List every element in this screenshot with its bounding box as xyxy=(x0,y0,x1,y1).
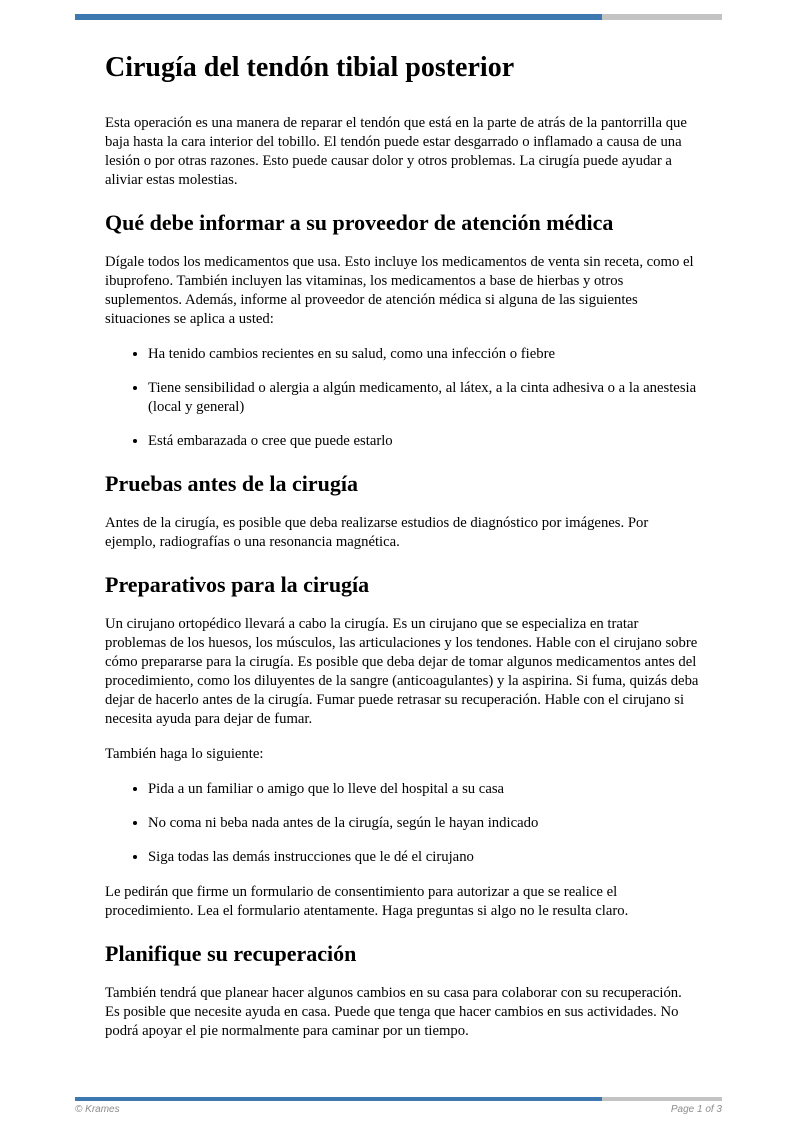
paragraph-preparing-for-surgery: Un cirujano ortopédico llevará a cabo la cirugía. Es un cirujano que se especializa en tratar problemas de los huesos, los músculos, las articulaciones y los tendones. Hable con el cirujano sobre cómo prepararse para la cirugía. Es posible que deba dejar de tomar algunos medicamentos antes del procedimiento, como los diluyentes de la sangre (anticoagulantes) y la aspirina. Si fuma, quizás deba dejar de hacerlo antes de la cirugía. Fumar puede retrasar su recuperación. Hable con el cirujano si necesita ayuda para dejar de fumar. xyxy=(105,616,699,727)
footer-rule xyxy=(75,1097,722,1101)
header-rule-blue-segment xyxy=(75,14,602,20)
paragraph-tests-before-surgery: Antes de la cirugía, es posible que deba realizarse estudios de diagnóstico por imágenes. Por ejemplo, radiografías o una resonancia magnética. xyxy=(105,515,649,550)
section-heading-plan-recovery: Planifique su recuperación xyxy=(105,941,357,966)
paragraph-intro: Esta operación es una manera de reparar el tendón que está en la parte de atrás de la pantorrilla que baja hasta la cara interior del tobillo. El tendón puede estar desgarrado o inflamado a causa de una lesión o por otras razones. Esto puede causar dolor y otros problemas. La cirugía puede ayudar a aliviar estas molestias. xyxy=(105,115,687,188)
bullet-list-preparing-for-surgery xyxy=(105,780,700,867)
bullet-item: • Tiene sensibilidad o alergia a algún medicamento, al látex, a la cinta adhesiva o a la anestesia (local y general) xyxy=(148,379,700,417)
header-rule-gray-segment xyxy=(602,14,722,20)
bullet-item: • Pida a un familiar o amigo que lo lleve del hospital a su casa xyxy=(148,780,700,799)
footer-copyright: © Krames xyxy=(75,1104,120,1115)
paragraph-also-do-following: También haga lo siguiente: xyxy=(105,746,264,762)
section-heading-preparing-for-surgery: Preparativos para la cirugía xyxy=(105,572,370,597)
bullet-item: • Siga todas las demás instrucciones que le dé el cirujano xyxy=(148,848,700,867)
section-heading-tests-before-surgery: Pruebas antes de la cirugía xyxy=(105,471,358,496)
paragraph-inform-provider: Dígale todos los medicamentos que usa. Esto incluye los medicamentos de venta sin receta, como el ibuprofeno. También incluyen las vitaminas, los medicamentos a base de hierbas y otros suplementos. Además, informe al proveedor de atención médica si alguna de las siguientes situaciones se aplica a usted: xyxy=(105,254,694,327)
document-body xyxy=(0,52,800,1041)
page-footer xyxy=(75,1097,722,1116)
bullet-list-inform-provider xyxy=(105,345,700,451)
document-title: Cirugía del tendón tibial posterior xyxy=(105,52,515,83)
footer-rule-gray-segment xyxy=(602,1097,722,1101)
bullet-item: • No coma ni beba nada antes de la cirugía, según le hayan indicado xyxy=(148,814,700,833)
header-rule xyxy=(75,14,722,20)
footer-text-row xyxy=(75,1104,722,1116)
bullet-item: • Ha tenido cambios recientes en su salud, como una infección o fiebre xyxy=(148,345,700,364)
paragraph-plan-recovery: También tendrá que planear hacer algunos cambios en su casa para colaborar con su recuperación. Es posible que necesite ayuda en casa. Puede que tenga que hacer cambios en sus actividades. No podrá apoyar el pie normalmente para caminar por un tiempo. xyxy=(105,985,682,1039)
section-heading-inform-provider: Qué debe informar a su proveedor de atención médica xyxy=(105,210,614,235)
paragraph-consent-form: Le pedirán que firme un formulario de consentimiento para autorizar a que se realice el procedimiento. Lea el formulario atentamente. Haga preguntas si algo no le resulta claro. xyxy=(105,884,629,919)
footer-page-number: Page 1 of 3 xyxy=(670,1104,722,1115)
bullet-item: • Está embarazada o cree que puede estarlo xyxy=(148,432,700,451)
footer-rule-blue-segment xyxy=(75,1097,602,1101)
